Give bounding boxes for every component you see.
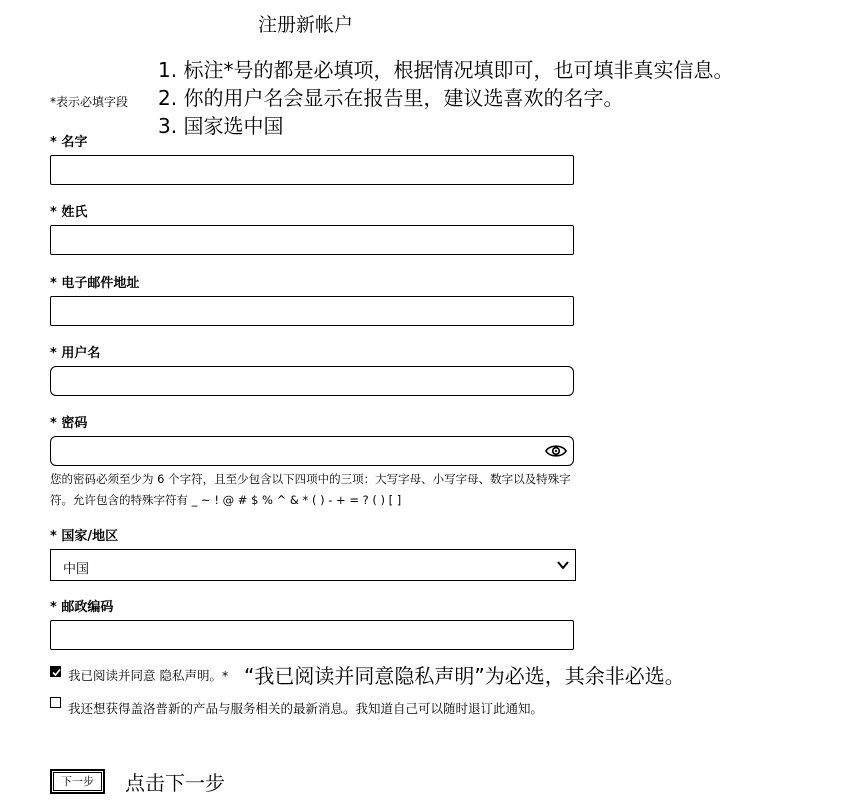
marketing-consent-label: 我还想获得盖洛普新的产品与服务相关的最新消息。我知道自己可以随时退订此通知。: [68, 701, 544, 716]
chevron-down-icon: [557, 560, 569, 570]
privacy-checkbox[interactable]: [50, 666, 61, 677]
first-name-input[interactable]: [50, 155, 574, 185]
email-input[interactable]: [50, 296, 574, 326]
email-label: * 电子邮件地址: [50, 276, 140, 291]
note-line-1: 1. 标注*号的都是必填项，根据情况填即可，也可填非真实信息。: [158, 58, 734, 82]
country-label: * 国家/地区: [50, 529, 119, 544]
next-button[interactable]: 下一步: [50, 769, 105, 794]
page-title: 注册新帐户: [258, 14, 354, 36]
eye-icon[interactable]: [545, 442, 567, 460]
username-label: * 用户名: [50, 346, 101, 361]
password-help-text: 您的密码必须至少为 6 个字符，且至少包含以下四项中的三项：大写字母、小写字母、数字以及特殊字符。允许包含的特殊字符有 _ ~ ! @ # $ % ^ & * ( ) - + = ? ( ) [ ]: [50, 472, 571, 507]
marketing-checkbox[interactable]: [50, 697, 61, 708]
username-input[interactable]: [50, 366, 574, 396]
checkmark-icon: [51, 667, 62, 678]
last-name-input[interactable]: [50, 225, 574, 255]
postal-code-label: * 邮政编码: [50, 600, 114, 615]
postal-code-input[interactable]: [50, 620, 574, 650]
last-name-label: * 姓氏: [50, 205, 88, 220]
privacy-consent-label: 我已阅读并同意 隐私声明。*: [68, 668, 229, 683]
note-line-3: 3. 国家选中国: [158, 114, 284, 138]
required-hint: *表示必填字段: [50, 95, 129, 109]
country-select[interactable]: [50, 549, 576, 581]
country-selected-value: 中国: [63, 562, 90, 577]
instruction-notes: [158, 56, 733, 140]
note-line-2: 2. 你的用户名会显示在报告里，建议选喜欢的名字。: [158, 86, 624, 110]
password-label: * 密码: [50, 416, 88, 431]
first-name-label: * 名字: [50, 135, 88, 150]
next-note: 点击下一步: [125, 771, 225, 795]
password-input[interactable]: [50, 436, 574, 466]
consent-note: “我已阅读并同意隐私声明”为必选，其余非必选。: [244, 664, 685, 688]
